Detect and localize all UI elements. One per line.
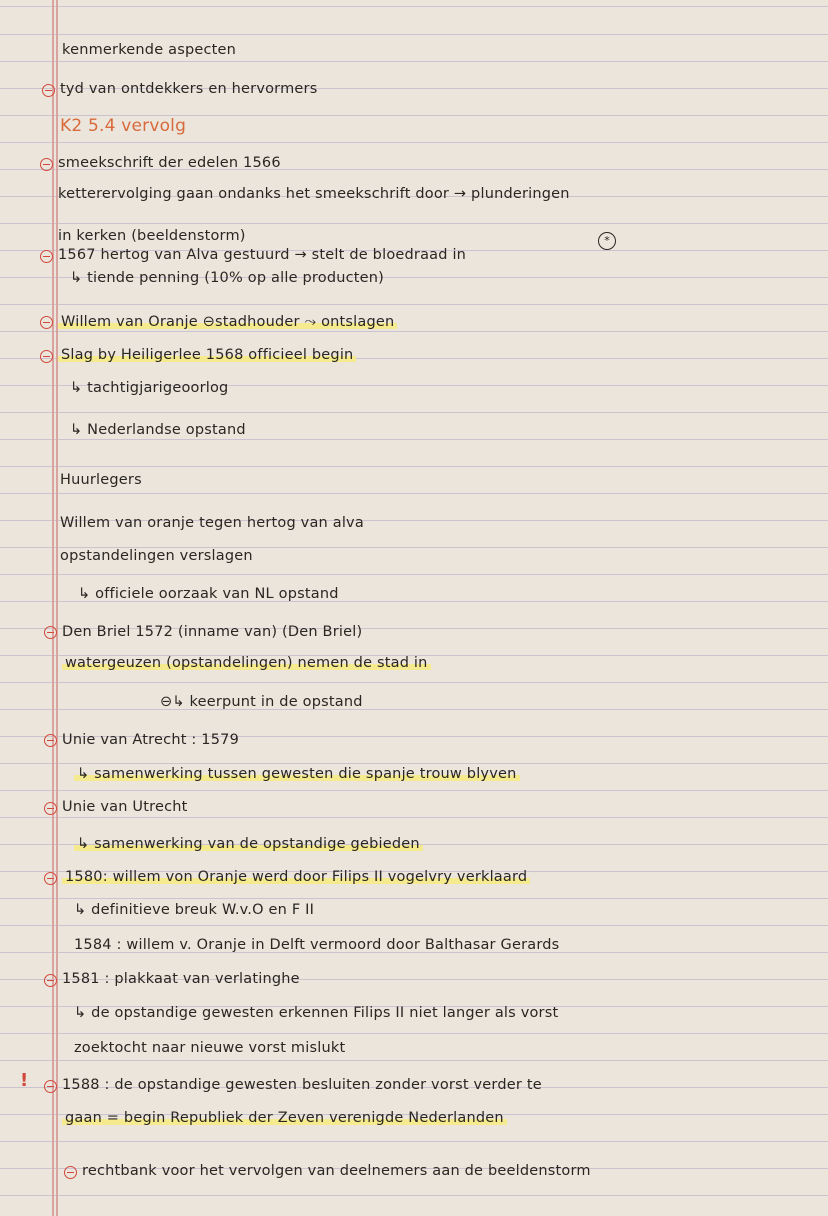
highlighted-text: ↳ samenwerking van de opstandige gebieden [74, 836, 423, 852]
note-line [62, 867, 530, 887]
note-line [58, 312, 397, 332]
bullet-icon [40, 158, 53, 171]
note-line: tyd van ontdekkers en hervormers [60, 81, 318, 97]
note-line: opstandelingen verslagen [60, 548, 253, 564]
note-line: ⊖↳ keerpunt in de opstand [160, 694, 363, 710]
note-line: rechtbank voor het vervolgen van deelnemers aan de beeldenstorm [82, 1163, 591, 1179]
note-line [62, 653, 431, 673]
bullet-icon [44, 974, 57, 987]
highlighted-text: Slag by Heiligerlee 1568 officieel begin [58, 347, 356, 363]
note-line: Huurlegers [60, 472, 142, 488]
chapter-heading: K2 5.4 vervolg [60, 116, 187, 136]
highlighted-text: gaan = begin Republiek der Zeven verenigde Nederlanden [62, 1110, 507, 1126]
note-line [58, 345, 356, 365]
note-line: 1581 : plakkaat van verlatinghe [62, 971, 300, 987]
note-line: ↳ Nederlandse opstand [70, 422, 246, 438]
highlighted-text: 1580: willem von Oranje werd door Filips II vogelvry verklaard [62, 869, 530, 885]
note-line: ↳ tachtigjarigeoorlog [70, 380, 229, 396]
note-line: 1567 hertog van Alva gestuurd → stelt de bloedraad in [58, 247, 467, 263]
highlighted-text: watergeuzen (opstandelingen) nemen de stad in [62, 655, 431, 671]
highlighted-text: ↳ samenwerking tussen gewesten die spanje trouw blyven [74, 766, 520, 782]
note-line: Unie van Utrecht [62, 799, 188, 815]
note-line: Willem van oranje tegen hertog van alva [60, 515, 364, 531]
bullet-icon [44, 1080, 57, 1093]
bullet-icon [64, 1166, 77, 1179]
note-line: Den Briel 1572 (inname van) (Den Briel) [62, 624, 363, 640]
bullet-icon [44, 626, 57, 639]
bullet-icon [44, 734, 57, 747]
note-line: Unie van Atrecht : 1579 [62, 732, 239, 748]
note-line: in kerken (beeldenstorm) [58, 228, 246, 244]
note-line: ↳ officiele oorzaak van NL opstand [78, 586, 339, 602]
bullet-icon [44, 802, 57, 815]
note-line: ↳ tiende penning (10% op alle producten) [70, 270, 385, 286]
exclamation-mark: ! [20, 1070, 29, 1091]
bullet-icon [42, 84, 55, 97]
note-line: ↳ definitieve breuk W.v.O en F II [74, 902, 315, 918]
margin-line [56, 0, 58, 1216]
bullet-icon [40, 250, 53, 263]
bullet-icon [40, 316, 53, 329]
note-line: 1588 : de opstandige gewesten besluiten zonder vorst verder te [62, 1077, 542, 1093]
bullet-icon [40, 350, 53, 363]
margin-line [52, 0, 54, 1216]
bullet-icon [44, 872, 57, 885]
note-line: ketterervolging gaan ondanks het smeekschrift door → plunderingen [58, 186, 570, 202]
note-line [74, 834, 423, 854]
note-line [62, 1108, 507, 1128]
highlighted-text: Willem van Oranje ⊖stadhouder ⤳ ontslagen [58, 314, 397, 330]
note-line [74, 764, 520, 784]
note-line: zoektocht naar nieuwe vorst mislukt [74, 1040, 346, 1056]
note-line: kenmerkende aspecten [62, 42, 237, 58]
note-line: smeekschrift der edelen 1566 [58, 155, 281, 171]
star-icon: * [598, 232, 616, 250]
note-line: ↳ de opstandige gewesten erkennen Filips II niet langer als vorst [74, 1005, 559, 1021]
note-line: 1584 : willem v. Oranje in Delft vermoord door Balthasar Gerards [74, 937, 560, 953]
